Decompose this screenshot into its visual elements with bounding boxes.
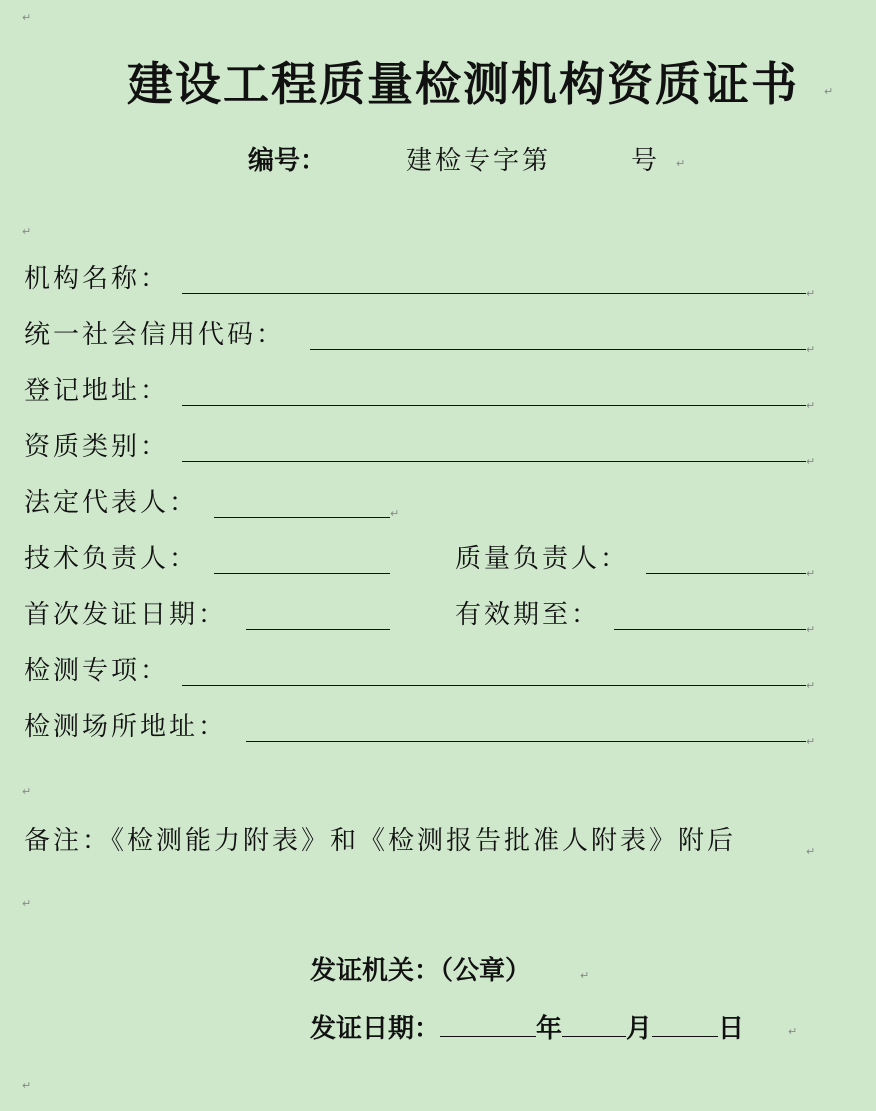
field-label-qual-category: 资质类别： [24,432,170,462]
field-line-reg-address[interactable] [182,405,806,406]
field-label-reg-address: 登记地址： [24,376,170,406]
month-label: 月 [626,1014,653,1044]
paragraph-mark-icon: ↵ [22,11,32,24]
paragraph-mark-icon: ↵ [390,507,400,520]
paragraph-mark-icon: ↵ [806,623,816,636]
field-label-legal-rep: 法定代表人： [24,488,199,518]
field-label-test-site-address: 检测场所地址： [24,712,228,742]
paragraph-mark-icon: ↵ [806,845,816,858]
paragraph-mark-icon: ↵ [806,287,816,300]
field-line-valid-until[interactable] [614,629,806,630]
number-prefix: 建检专字第 [406,146,552,176]
issuing-authority: 发证机关：（公章） [310,956,532,986]
field-line-legal-rep[interactable] [214,517,390,518]
issue-year-blank[interactable] [440,1012,536,1037]
field-label-first-issue-date: 首次发证日期： [24,600,228,630]
year-label: 年 [536,1014,563,1044]
paragraph-mark-icon: ↵ [22,785,32,798]
paragraph-mark-icon: ↵ [580,969,590,982]
issue-date [310,1008,744,1045]
certificate-number [248,140,657,177]
field-label-valid-until: 有效期至： [455,600,601,630]
field-label-test-items: 检测专项： [24,656,170,686]
field-line-org-name[interactable] [182,293,806,294]
paragraph-mark-icon: ↵ [22,1079,32,1092]
field-line-test-items[interactable] [182,685,806,686]
paragraph-mark-icon: ↵ [806,567,816,580]
field-line-test-site-address[interactable] [246,741,806,742]
paragraph-mark-icon: ↵ [788,1025,798,1038]
certificate-title: 建设工程质量检测机构资质证书 [127,57,799,111]
field-line-first-issue-date[interactable] [246,629,390,630]
paragraph-mark-icon: ↵ [824,85,834,98]
day-label: 日 [718,1014,745,1044]
paragraph-mark-icon: ↵ [806,343,816,356]
paragraph-mark-icon: ↵ [22,897,32,910]
field-line-quality-lead[interactable] [646,573,806,574]
paragraph-mark-icon: ↵ [806,399,816,412]
paragraph-mark-icon: ↵ [806,735,816,748]
field-line-tech-lead[interactable] [214,573,390,574]
number-suffix: 号 [631,146,658,176]
field-label-credit-code: 统一社会信用代码： [24,320,286,350]
issue-month-blank[interactable] [562,1012,626,1037]
paragraph-mark-icon: ↵ [806,455,816,468]
number-label: 编号： [248,146,327,176]
field-line-qual-category[interactable] [182,461,806,462]
issue-day-blank[interactable] [652,1012,718,1037]
field-line-credit-code[interactable] [310,349,806,350]
field-label-quality-lead: 质量负责人： [455,544,630,574]
issue-date-label: 发证日期： [310,1014,441,1044]
field-label-tech-lead: 技术负责人： [24,544,199,574]
paragraph-mark-icon: ↵ [806,679,816,692]
remarks: 备注：《检测能力附表》和《检测报告批准人附表》附后 [24,826,737,856]
paragraph-mark-icon: ↵ [22,225,32,238]
field-label-org-name: 机构名称： [24,264,170,294]
paragraph-mark-icon: ↵ [676,157,686,170]
